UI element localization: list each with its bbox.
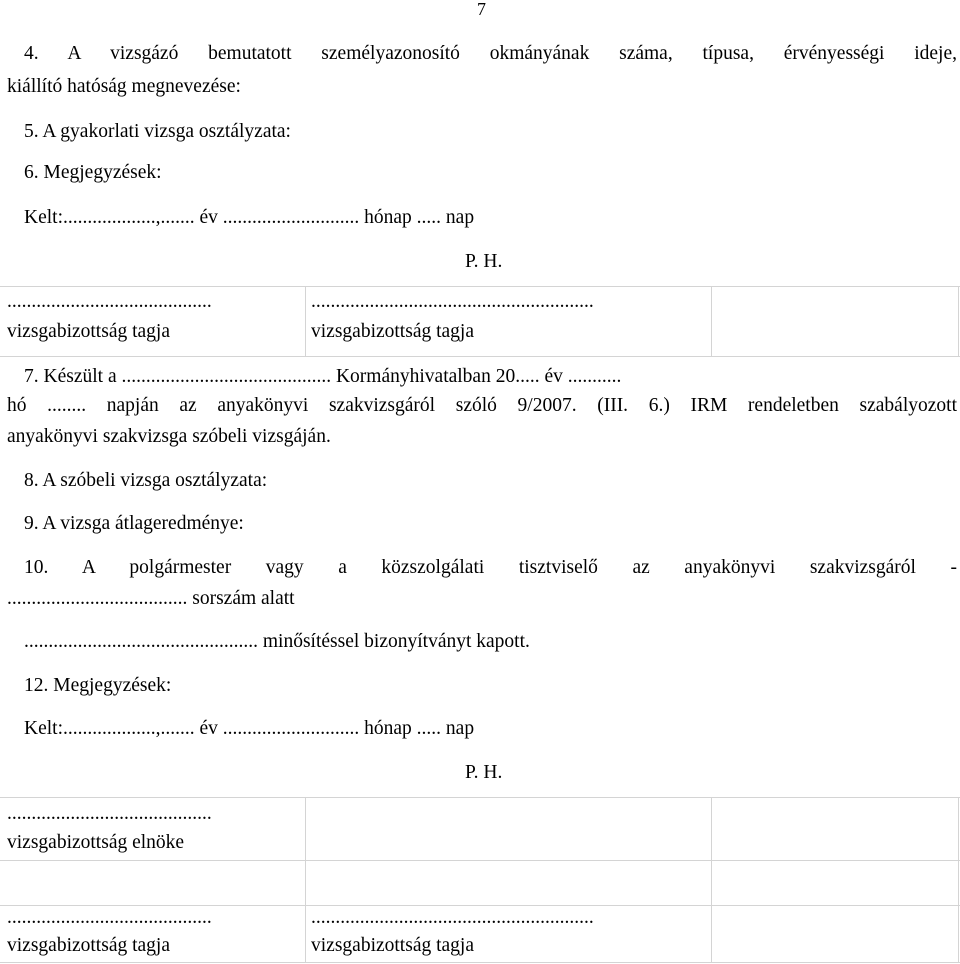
- chair-signature-line: ..........................................: [7, 803, 212, 824]
- item-9: 9. A vizsga átlageredménye:: [24, 513, 244, 534]
- signature-label: vizsgabizottság tagja: [311, 321, 474, 342]
- item-7-line-3: anyakönyvi szakvizsga szóbeli vizsgáján.: [7, 426, 331, 447]
- chair-signature-label: vizsgabizottság elnöke: [7, 832, 185, 853]
- signature-label: vizsgabizottság tagja: [7, 321, 170, 342]
- item-7-line-2: hó ........ napján az anyakönyvi szakvizsgáról szóló 9/2007. (III. 6.) IRM rendeletben szabályozott: [7, 395, 957, 416]
- item-8: 8. A szóbeli vizsga osztályzata:: [24, 470, 268, 491]
- item-10-line-2: ..................................... sorszám alatt: [7, 588, 295, 609]
- signature-line: ..........................................: [7, 907, 212, 928]
- stamp-placeholder-2: P. H.: [465, 762, 503, 783]
- date-line-1: Kelt:...................,....... év ............................ hónap ..... nap: [24, 207, 475, 228]
- signature-label: vizsgabizottság tagja: [7, 935, 170, 956]
- page-number: 7: [477, 0, 486, 19]
- item-4-line-1: 4. A vizsgázó bemutatott személyazonosító okmányának száma, típusa, érvényességi ideje,: [24, 43, 957, 64]
- item-7-line-1: 7. Készült a ........................................... Kormányhivatalban 20..... év ...........: [24, 366, 622, 387]
- item-4-line-2: kiállító hatóság megnevezése:: [7, 76, 241, 97]
- item-10-line-3: ................................................ minősítéssel bizonyítványt kapott.: [24, 631, 530, 652]
- signature-line: ..........................................: [7, 291, 212, 312]
- signature-line: ..........................................................: [311, 907, 594, 928]
- signature-label: vizsgabizottság tagja: [311, 935, 474, 956]
- item-5: 5. A gyakorlati vizsga osztályzata:: [24, 121, 291, 142]
- item-6: 6. Megjegyzések:: [24, 162, 162, 183]
- item-12: 12. Megjegyzések:: [24, 675, 172, 696]
- date-line-2: Kelt:...................,....... év ............................ hónap ..... nap: [24, 718, 475, 739]
- signature-line: ..........................................................: [311, 291, 594, 312]
- item-10-line-1: 10. A polgármester vagy a közszolgálati tisztviselő az anyakönyvi szakvizsgáról -: [24, 557, 957, 578]
- stamp-placeholder-1: P. H.: [465, 251, 503, 272]
